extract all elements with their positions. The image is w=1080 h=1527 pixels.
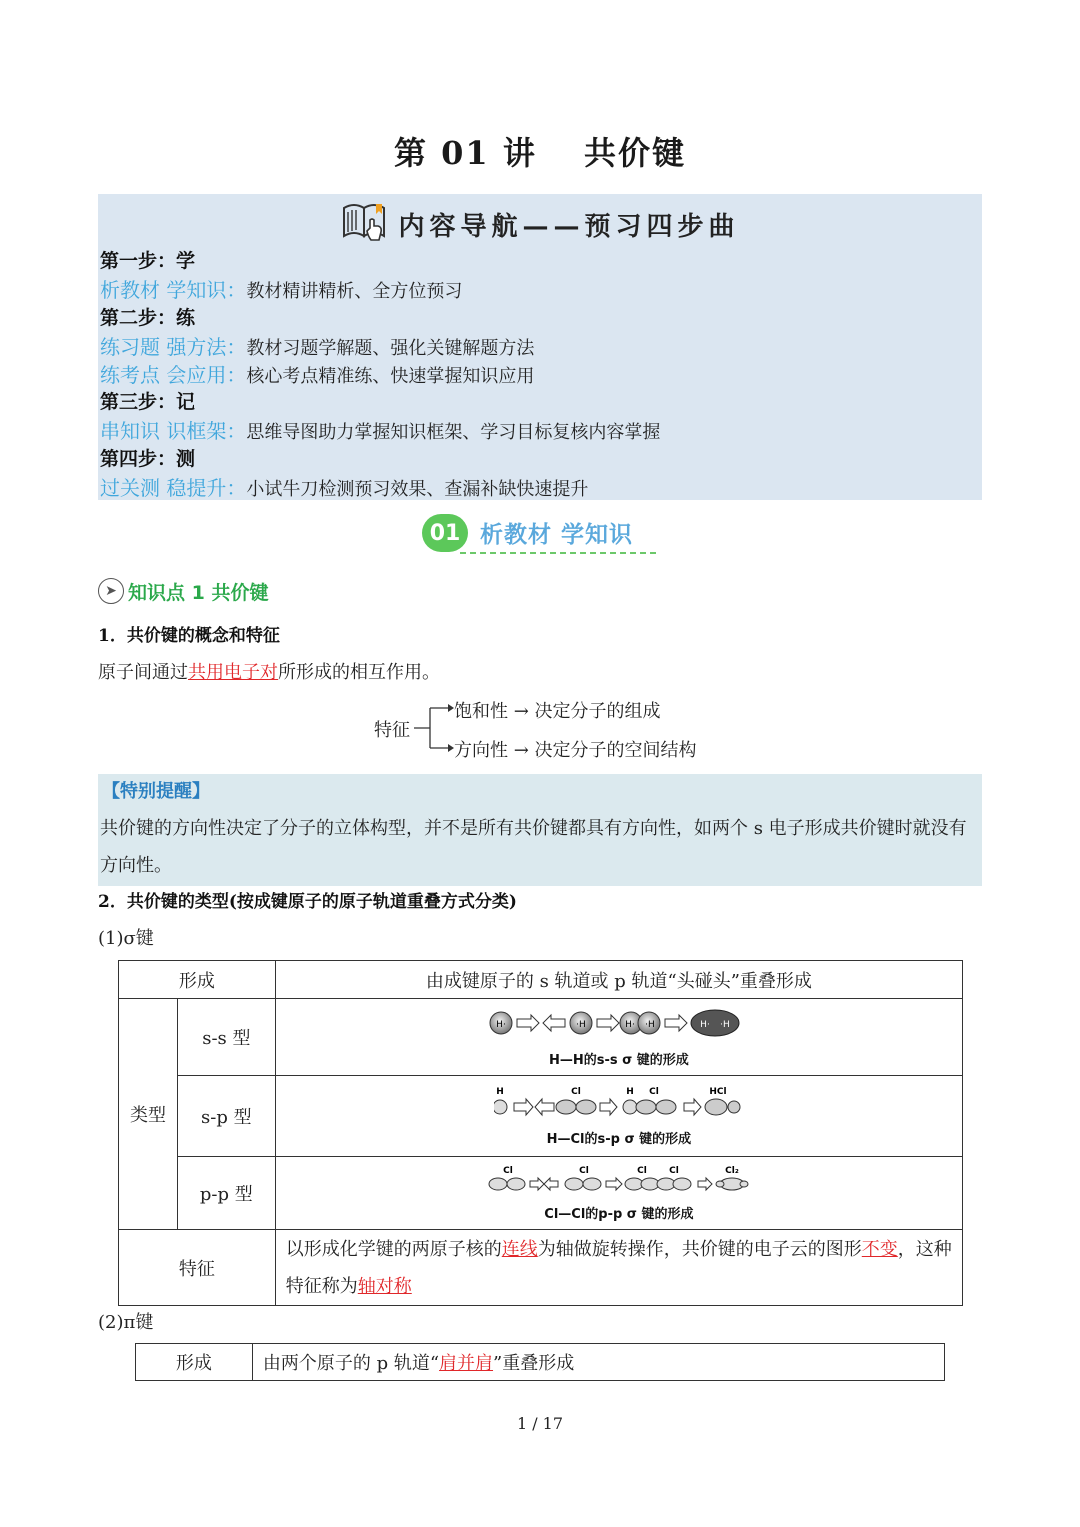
- sp-atom-label: H: [496, 1087, 504, 1097]
- feature-diagram: [374, 694, 734, 762]
- step-4: 第四步：测: [100, 448, 196, 470]
- sigma-formation-text: 由成键原子的 s 轨道或 p 轨道“头碰头”重叠形成: [275, 961, 962, 999]
- pi-formation-text: [252, 1344, 944, 1381]
- concept-text: [98, 658, 440, 684]
- pi-heading: (2)π键: [98, 1312, 154, 1333]
- nav-item-key: 过关测 稳提升：: [100, 476, 247, 500]
- pi-formation-label: 形成: [136, 1344, 253, 1381]
- reminder-title: 【特别提醒】: [102, 781, 210, 802]
- page-number: 1 / 17: [516, 1414, 564, 1433]
- concept-answer: 共用电子对: [188, 662, 278, 683]
- pp-type-label: p-p 型: [177, 1157, 275, 1230]
- pp-sigma-diagram: [488, 1164, 750, 1194]
- ss-atom-label: H·: [496, 1020, 506, 1030]
- ss-atom-label: ·H: [576, 1020, 586, 1030]
- sp-type-label: s-p 型: [177, 1076, 275, 1157]
- knowledge-point-heading: [98, 576, 268, 606]
- sp-atom-label: HCl: [709, 1087, 727, 1097]
- subheading-1: 1．共价键的概念和特征: [98, 626, 280, 646]
- special-reminder-box: [98, 774, 982, 886]
- section-underline: [460, 552, 656, 554]
- nav-item-key: 析教材 学知识：: [100, 278, 247, 302]
- nav-item-4: [100, 415, 660, 444]
- pp-caption: Cl—Cl的p-p σ 键的形成: [544, 1207, 694, 1222]
- nav-heading-text: 内容导航——预习四步曲: [398, 211, 740, 242]
- sp-atom-label: Cl: [649, 1087, 659, 1097]
- concept-post: 所形成的相互作用。: [278, 662, 440, 683]
- feature-label: 特征: [374, 720, 410, 741]
- pi-formation-pre: 由两个原子的 p 轨道“: [262, 1353, 440, 1374]
- sigma-feature-mid: 为轴做旋转操作，共价键的电子云的图形: [537, 1238, 862, 1260]
- nav-item-key: 练考点 会应用：: [100, 363, 247, 387]
- pp-atom-label: Cl: [503, 1166, 513, 1176]
- nav-item-key: 串知识 识框架：: [100, 419, 247, 443]
- page-title: 第 01 讲 共价键: [394, 134, 686, 172]
- nav-item-desc: 小试牛刀检测预习效果、查漏补缺快速提升: [246, 479, 589, 500]
- arrow-circle-icon: ➤: [98, 578, 124, 604]
- sigma-heading: (1)σ键: [98, 928, 154, 949]
- sigma-feature-text: [275, 1230, 962, 1306]
- sp-atom-label: Cl: [571, 1087, 581, 1097]
- nav-item-1: [100, 274, 462, 303]
- nav-item-desc: 核心考点精准练、快速掌握知识应用: [246, 366, 535, 387]
- pp-atom-label: Cl: [669, 1166, 679, 1176]
- subheading-2: 2．共价键的类型(按成键原子的原子轨道重叠方式分类): [98, 892, 517, 912]
- sigma-feature-mid-2: ，这种特征称为: [285, 1238, 952, 1297]
- pi-formation-post: ”重叠形成: [493, 1353, 575, 1374]
- sigma-feature-answer-3: 轴对称: [357, 1275, 412, 1297]
- book-pointer-icon: [340, 198, 392, 250]
- sigma-formation-label: 形成: [119, 961, 276, 999]
- feature-saturation: 饱和性 → 决定分子的组成: [454, 701, 661, 722]
- ss-caption: H—H的s-s σ 键的形成: [548, 1053, 689, 1068]
- ss-diagram-cell: [275, 999, 962, 1076]
- sigma-type-label: 类型: [119, 999, 178, 1230]
- nav-item-desc: 教材习题学解题、强化关键解题方法: [246, 338, 535, 359]
- sigma-feature-answer-2: 不变: [861, 1238, 898, 1260]
- pp-atom-label: Cl₂: [725, 1166, 739, 1176]
- section-number: 01: [422, 514, 468, 552]
- feature-directionality: 方向性 → 决定分子的空间结构: [454, 740, 697, 761]
- section-label: 析教材 学知识: [480, 522, 634, 548]
- knowledge-point-title: 知识点 1 共价键: [128, 581, 269, 604]
- ss-sigma-diagram: [489, 1006, 749, 1040]
- step-3: 第三步：记: [100, 391, 196, 413]
- step-2: 第二步：练: [100, 307, 196, 329]
- sigma-feature-answer-1: 连线: [501, 1238, 538, 1260]
- ss-atom-label: ·H: [720, 1020, 730, 1030]
- sp-diagram-cell: [275, 1076, 962, 1157]
- sp-sigma-diagram: [494, 1085, 744, 1119]
- step-1: 第一步：学: [100, 250, 196, 272]
- pp-diagram-cell: [275, 1157, 962, 1230]
- reminder-text: 共价键的方向性决定了分子的立体构型，并不是所有共价键都具有方向性，如两个 s 电子形成共价键时就没有方向性。: [100, 818, 967, 876]
- nav-item-desc: 教材精讲精析、全方位预习: [246, 281, 463, 302]
- ss-atom-label: H·: [700, 1020, 710, 1030]
- content-navigation-box: [98, 194, 982, 500]
- concept-pre: 原子间通过: [98, 662, 188, 683]
- nav-item-desc: 思维导图助力掌握知识框架、学习目标复核内容掌握: [246, 422, 661, 443]
- nav-item-3: [100, 359, 534, 388]
- ss-atom-label: ·H: [645, 1020, 655, 1030]
- sigma-feature-label: 特征: [119, 1230, 276, 1306]
- pp-atom-label: Cl: [579, 1166, 589, 1176]
- nav-item-2: [100, 331, 534, 360]
- sp-atom-label: H: [626, 1087, 634, 1097]
- ss-atom-label: H·: [625, 1020, 635, 1030]
- sp-caption: H—Cl的s-p σ 键的形成: [546, 1132, 692, 1147]
- nav-item-5: [100, 472, 588, 501]
- nav-item-key: 练习题 强方法：: [100, 335, 247, 359]
- pi-formation-answer: 肩并肩: [439, 1353, 494, 1374]
- sigma-bond-table: [118, 960, 963, 1306]
- nav-heading: [98, 200, 982, 248]
- ss-type-label: s-s 型: [177, 999, 275, 1076]
- section-badge: [420, 508, 660, 560]
- sigma-feature-pre: 以形成化学键的两原子核的: [285, 1238, 502, 1260]
- pp-atom-label: Cl: [637, 1166, 647, 1176]
- pi-bond-table: [135, 1343, 945, 1381]
